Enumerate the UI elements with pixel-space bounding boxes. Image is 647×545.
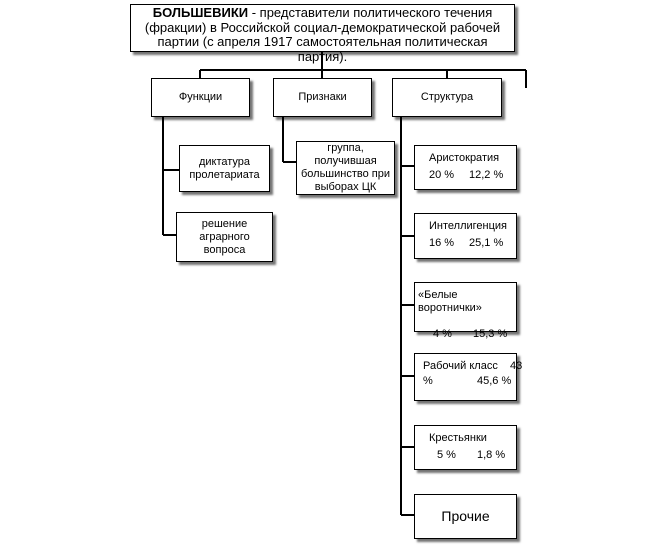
structure-item: «Белые воротнички» 4 % 15,3 % [414, 282, 517, 332]
function-item: диктатура пролетариата [179, 145, 270, 192]
structure-item: Аристократия 20 % 12,2 % [414, 145, 517, 190]
structure-other: Прочие [414, 494, 517, 539]
structure-item: Рабочий класс 43 % 45,6 % [414, 353, 517, 401]
structure-item: Интеллигенция 16 % 25,1 % [414, 213, 517, 259]
category-features: Признаки [273, 78, 372, 117]
title-bold: БОЛЬШЕВИКИ [152, 5, 249, 20]
category-functions: Функции [151, 78, 250, 117]
structure-item: Крестьянки 5 % 1,8 % [414, 425, 517, 470]
title-text: - представители политического течения (фракции) в Российской социал-демократической рабочей партии (с апреля 1917 самостоятельная политическая партия). [144, 5, 501, 64]
function-item: решение аграрного вопроса [176, 212, 273, 262]
feature-item: группа, получившая большинство при выборах ЦК [296, 141, 395, 195]
title-box [130, 4, 515, 64]
category-structure: Структура [392, 78, 502, 117]
